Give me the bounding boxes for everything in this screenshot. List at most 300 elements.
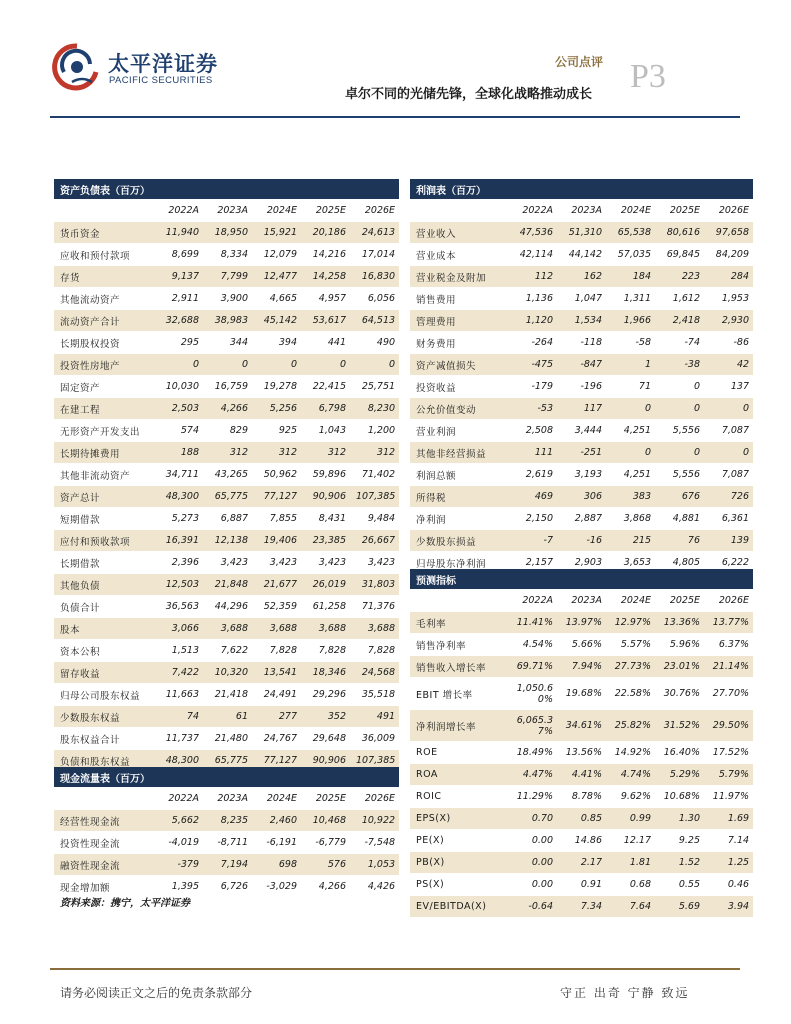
row-value: 2,396 [154, 552, 203, 574]
page-header [0, 0, 791, 120]
row-value: -8,711 [203, 832, 252, 854]
row-value: 8.78% [557, 786, 606, 808]
row-value: 0 [655, 442, 704, 464]
row-value: 576 [301, 854, 350, 876]
row-value: 1.69 [704, 808, 753, 830]
row-value: 3,688 [252, 618, 301, 640]
row-value: 16,391 [154, 530, 203, 552]
row-value: 7,087 [704, 464, 753, 486]
row-label: 营业收入 [410, 222, 508, 244]
table-title-row [410, 179, 753, 200]
row-value: 2,930 [704, 310, 753, 332]
year-header-cell: 2024E [252, 200, 301, 222]
row-value: 4.41% [557, 764, 606, 786]
row-value: -74 [655, 332, 704, 354]
table-row [410, 764, 753, 786]
row-value: 2,508 [508, 420, 557, 442]
row-label: 销售净利率 [410, 634, 508, 656]
table-row [54, 244, 399, 266]
row-label: 净利润 [410, 508, 508, 530]
row-value: -38 [655, 354, 704, 376]
row-label: 其他负债 [54, 574, 154, 596]
row-value: 6,222 [704, 552, 753, 574]
row-value: -118 [557, 332, 606, 354]
row-value: 29.50% [704, 710, 753, 742]
row-value: 7,087 [704, 420, 753, 442]
row-value: 162 [557, 266, 606, 288]
row-label: 在建工程 [54, 398, 154, 420]
row-value: 676 [655, 486, 704, 508]
row-label: 少数股东损益 [410, 530, 508, 552]
row-value: 5.69 [655, 896, 704, 918]
row-value: -0.64 [508, 896, 557, 918]
row-value: 6,361 [704, 508, 753, 530]
row-value: 12.97% [606, 612, 655, 634]
row-value: 107,385 [350, 750, 399, 772]
row-value: 490 [350, 332, 399, 354]
row-label: 长期股权投资 [54, 332, 154, 354]
table-row [54, 728, 399, 750]
table-title: 现金流量表（百万） [54, 767, 399, 788]
row-value: 42,114 [508, 244, 557, 266]
row-value: 184 [606, 266, 655, 288]
row-label: 投资收益 [410, 376, 508, 398]
year-header-cell: 2026E [704, 200, 753, 222]
row-value: 5,556 [655, 464, 704, 486]
row-value: -3,029 [252, 876, 301, 898]
row-value: 0 [655, 376, 704, 398]
row-value: 80,616 [655, 222, 704, 244]
row-value: 23,385 [301, 530, 350, 552]
row-value: 4.54% [508, 634, 557, 656]
row-label: PB(X) [410, 852, 508, 874]
row-value: 2,460 [252, 810, 301, 832]
row-label: 固定资产 [54, 376, 154, 398]
table-title: 利润表（百万） [410, 179, 753, 200]
row-value: 0.46 [704, 874, 753, 896]
table-row [410, 852, 753, 874]
row-value: 9,137 [154, 266, 203, 288]
logo-chinese-name: 太平洋证券 [108, 52, 218, 76]
row-value: 1,513 [154, 640, 203, 662]
row-value: 69,845 [655, 244, 704, 266]
row-value: 139 [704, 530, 753, 552]
row-value: 16,759 [203, 376, 252, 398]
row-value: 15,921 [252, 222, 301, 244]
row-value: 36,563 [154, 596, 203, 618]
row-value: 65,538 [606, 222, 655, 244]
row-value: 1.81 [606, 852, 655, 874]
row-value: 43,265 [203, 464, 252, 486]
row-value: 12,477 [252, 266, 301, 288]
row-value: 2,157 [508, 552, 557, 574]
row-value: 26,667 [350, 530, 399, 552]
row-value: 9.62% [606, 786, 655, 808]
row-value: 0.70 [508, 808, 557, 830]
row-value: 1,966 [606, 310, 655, 332]
row-value: 7,855 [252, 508, 301, 530]
row-value: -475 [508, 354, 557, 376]
row-label: 长期借款 [54, 552, 154, 574]
row-value: 312 [252, 442, 301, 464]
row-value: 90,906 [301, 750, 350, 772]
row-value: 61 [203, 706, 252, 728]
row-label: 资本公积 [54, 640, 154, 662]
year-header-cell: 2022A [154, 200, 203, 222]
row-value: 17,014 [350, 244, 399, 266]
row-label: 归母股东净利润 [410, 552, 508, 574]
row-value: 9,484 [350, 508, 399, 530]
table-row [54, 420, 399, 442]
row-value: 44,296 [203, 596, 252, 618]
year-header-row [54, 200, 399, 222]
row-value: 0.85 [557, 808, 606, 830]
row-value: 71 [606, 376, 655, 398]
row-value: 11.41% [508, 612, 557, 634]
table-row [410, 442, 753, 464]
row-value: 11.97% [704, 786, 753, 808]
row-value: -6,191 [252, 832, 301, 854]
row-value: 24,767 [252, 728, 301, 750]
row-value: 0.91 [557, 874, 606, 896]
row-value: 5,256 [252, 398, 301, 420]
row-label: 归母公司股东权益 [54, 684, 154, 706]
row-value: 22,415 [301, 376, 350, 398]
row-value: 13,541 [252, 662, 301, 684]
row-value: 8,699 [154, 244, 203, 266]
row-value: -58 [606, 332, 655, 354]
company-logo [52, 42, 222, 92]
row-value: 18,950 [203, 222, 252, 244]
row-value: 6.37% [704, 634, 753, 656]
row-label: 毛利率 [410, 612, 508, 634]
row-value: 31.52% [655, 710, 704, 742]
row-label: 所得税 [410, 486, 508, 508]
row-value: 188 [154, 442, 203, 464]
table-row [410, 310, 753, 332]
year-header-row [54, 788, 399, 810]
row-value: -847 [557, 354, 606, 376]
row-value: 24,613 [350, 222, 399, 244]
row-value: 27.73% [606, 656, 655, 678]
row-value: 6,065.37% [508, 710, 557, 742]
row-value: 21,480 [203, 728, 252, 750]
year-header-cell: 2025E [301, 788, 350, 810]
row-value: 11,940 [154, 222, 203, 244]
row-value: 6,887 [203, 508, 252, 530]
row-value: 7,422 [154, 662, 203, 684]
row-value: 7.64 [606, 896, 655, 918]
year-header-cell: 2023A [557, 200, 606, 222]
income-statement-table [410, 179, 753, 595]
table-row [54, 222, 399, 244]
row-label: ROE [410, 742, 508, 764]
row-value: 6,798 [301, 398, 350, 420]
row-value: 30.76% [655, 678, 704, 710]
row-value: 16,830 [350, 266, 399, 288]
row-label: EV/EBITDA(X) [410, 896, 508, 918]
row-label: 长期待摊费用 [54, 442, 154, 464]
row-label: 销售费用 [410, 288, 508, 310]
row-value: 11.29% [508, 786, 557, 808]
row-value: 14,216 [301, 244, 350, 266]
row-label: 财务费用 [410, 332, 508, 354]
table-row [410, 398, 753, 420]
row-value: 11,737 [154, 728, 203, 750]
row-value: 35,518 [350, 684, 399, 706]
row-value: 8,431 [301, 508, 350, 530]
row-label: 负债和股东权益 [54, 750, 154, 772]
row-label: 股本 [54, 618, 154, 640]
row-value: -4,019 [154, 832, 203, 854]
row-value: 10,320 [203, 662, 252, 684]
logo-english-name: PACIFIC SECURITIES [109, 75, 213, 86]
row-value: 0.00 [508, 830, 557, 852]
row-label: 存货 [54, 266, 154, 288]
row-value: 8,235 [203, 810, 252, 832]
row-value: 18,346 [301, 662, 350, 684]
row-label: 资产总计 [54, 486, 154, 508]
row-label: 营业成本 [410, 244, 508, 266]
table-row [410, 222, 753, 244]
row-value: 0.99 [606, 808, 655, 830]
row-value: 57,035 [606, 244, 655, 266]
row-value: 344 [203, 332, 252, 354]
row-value: 19,406 [252, 530, 301, 552]
row-value: 2,887 [557, 508, 606, 530]
table-row [54, 486, 399, 508]
row-value: 3,423 [350, 552, 399, 574]
row-value: 97,658 [704, 222, 753, 244]
row-value: 1,311 [606, 288, 655, 310]
year-header-cell: 2025E [301, 200, 350, 222]
row-value: 1 [606, 354, 655, 376]
row-value: 383 [606, 486, 655, 508]
row-value: 24,491 [252, 684, 301, 706]
row-label: 应收和预付款项 [54, 244, 154, 266]
row-value: 0 [350, 354, 399, 376]
year-header-row [410, 590, 753, 612]
row-value: 71,376 [350, 596, 399, 618]
table-row [54, 574, 399, 596]
table-row [54, 552, 399, 574]
row-value: 5,273 [154, 508, 203, 530]
row-value: 10,030 [154, 376, 203, 398]
row-value: 25.82% [606, 710, 655, 742]
table-row [410, 808, 753, 830]
row-value: 4,426 [350, 876, 399, 898]
row-value: 17.52% [704, 742, 753, 764]
row-value: 3,193 [557, 464, 606, 486]
year-header-cell: 2023A [203, 200, 252, 222]
table-row [54, 332, 399, 354]
row-label: EBIT 增长率 [410, 678, 508, 710]
row-value: 2.17 [557, 852, 606, 874]
row-value: 7.94% [557, 656, 606, 678]
row-value: 53,617 [301, 310, 350, 332]
row-value: 71,402 [350, 464, 399, 486]
row-value: 65,775 [203, 750, 252, 772]
table-row [54, 618, 399, 640]
row-value: 0 [606, 398, 655, 420]
year-header-cell: 2024E [606, 590, 655, 612]
row-value: -179 [508, 376, 557, 398]
row-value: 441 [301, 332, 350, 354]
row-value: 1,534 [557, 310, 606, 332]
table-row [54, 288, 399, 310]
table-row [410, 376, 753, 398]
row-value: -86 [704, 332, 753, 354]
row-value: 1.52 [655, 852, 704, 874]
row-label: 现金增加额 [54, 876, 154, 898]
row-value: 215 [606, 530, 655, 552]
data-source-note: 资料来源：携宁，太平洋证券 [60, 898, 190, 909]
year-header-cell: 2023A [203, 788, 252, 810]
page-number: P3 [630, 58, 666, 95]
row-value: 52,359 [252, 596, 301, 618]
row-value: 7,828 [301, 640, 350, 662]
row-value: -264 [508, 332, 557, 354]
row-value: 21.14% [704, 656, 753, 678]
row-value: -379 [154, 854, 203, 876]
table-row [410, 786, 753, 808]
row-value: 13.36% [655, 612, 704, 634]
row-value: 4,957 [301, 288, 350, 310]
row-value: 21,848 [203, 574, 252, 596]
row-value: 13.77% [704, 612, 753, 634]
cashflow-table [54, 767, 399, 898]
row-value: 59,896 [301, 464, 350, 486]
row-value: 3,423 [301, 552, 350, 574]
table-row [410, 486, 753, 508]
table-row [54, 442, 399, 464]
table-row [410, 830, 753, 852]
row-label: 经营性现金流 [54, 810, 154, 832]
row-value: 0 [655, 398, 704, 420]
row-label: 融资性现金流 [54, 854, 154, 876]
row-label: PE(X) [410, 830, 508, 852]
row-value: 65,775 [203, 486, 252, 508]
row-label: 应付和预收款项 [54, 530, 154, 552]
table-row [410, 656, 753, 678]
year-header-blank [410, 590, 508, 612]
row-value: 76 [655, 530, 704, 552]
row-value: 5.57% [606, 634, 655, 656]
table-row [410, 288, 753, 310]
row-value: 3,900 [203, 288, 252, 310]
row-value: 64,513 [350, 310, 399, 332]
row-value: 12.17 [606, 830, 655, 852]
row-value: 5.96% [655, 634, 704, 656]
year-header-cell: 2024E [252, 788, 301, 810]
row-value: 29,648 [301, 728, 350, 750]
row-value: 1.25 [704, 852, 753, 874]
row-value: 0.55 [655, 874, 704, 896]
row-value: -53 [508, 398, 557, 420]
row-value: 312 [350, 442, 399, 464]
row-value: 2,503 [154, 398, 203, 420]
row-value: 20,186 [301, 222, 350, 244]
row-value: 14.92% [606, 742, 655, 764]
row-value: 23.01% [655, 656, 704, 678]
row-value: 5,556 [655, 420, 704, 442]
row-label: 投资性房地产 [54, 354, 154, 376]
year-header-cell: 2025E [655, 200, 704, 222]
year-header-cell: 2026E [350, 200, 399, 222]
row-value: 11,663 [154, 684, 203, 706]
row-value: 1,136 [508, 288, 557, 310]
row-label: ROA [410, 764, 508, 786]
year-header-blank [54, 788, 154, 810]
row-value: 38,983 [203, 310, 252, 332]
row-value: 925 [252, 420, 301, 442]
row-value: 27.70% [704, 678, 753, 710]
row-value: 5.66% [557, 634, 606, 656]
row-value: 7.14 [704, 830, 753, 852]
table-row [54, 310, 399, 332]
row-label: 流动资产合计 [54, 310, 154, 332]
table-row [54, 706, 399, 728]
row-value: 47,536 [508, 222, 557, 244]
row-value: 34,711 [154, 464, 203, 486]
row-value: 44,142 [557, 244, 606, 266]
row-value: 48,300 [154, 486, 203, 508]
row-value: 223 [655, 266, 704, 288]
table-row [410, 354, 753, 376]
row-value: 2,903 [557, 552, 606, 574]
row-value: 36,009 [350, 728, 399, 750]
row-value: 34.61% [557, 710, 606, 742]
row-value: 4,665 [252, 288, 301, 310]
row-value: 48,300 [154, 750, 203, 772]
table-row [410, 332, 753, 354]
row-value: 10.68% [655, 786, 704, 808]
table-row [410, 266, 753, 288]
row-value: 3,444 [557, 420, 606, 442]
year-header-cell: 2023A [557, 590, 606, 612]
table-title-row [54, 179, 399, 200]
row-value: 394 [252, 332, 301, 354]
year-header-cell: 2022A [508, 200, 557, 222]
table-row [54, 354, 399, 376]
row-value: 13.97% [557, 612, 606, 634]
row-value: 8,230 [350, 398, 399, 420]
year-header-blank [410, 200, 508, 222]
row-value: 0 [154, 354, 203, 376]
row-label: 少数股东权益 [54, 706, 154, 728]
row-label: 其他流动资产 [54, 288, 154, 310]
row-value: 22.58% [606, 678, 655, 710]
row-value: 2,619 [508, 464, 557, 486]
row-label: 投资性现金流 [54, 832, 154, 854]
pacific-securities-logo-icon [52, 42, 102, 92]
year-header-row [410, 200, 753, 222]
table-title: 预测指标 [410, 569, 753, 590]
row-label: ROIC [410, 786, 508, 808]
row-value: 3,653 [606, 552, 655, 574]
report-title: 卓尔不同的光储先锋，全球化战略推动成长 [345, 87, 593, 102]
row-label: 其他非流动资产 [54, 464, 154, 486]
row-value: 284 [704, 266, 753, 288]
row-value: 3,868 [606, 508, 655, 530]
row-value: 3,688 [301, 618, 350, 640]
row-value: 9.25 [655, 830, 704, 852]
row-value: 829 [203, 420, 252, 442]
row-value: 8,334 [203, 244, 252, 266]
row-value: 42 [704, 354, 753, 376]
footer-divider [50, 968, 740, 970]
row-value: 312 [301, 442, 350, 464]
